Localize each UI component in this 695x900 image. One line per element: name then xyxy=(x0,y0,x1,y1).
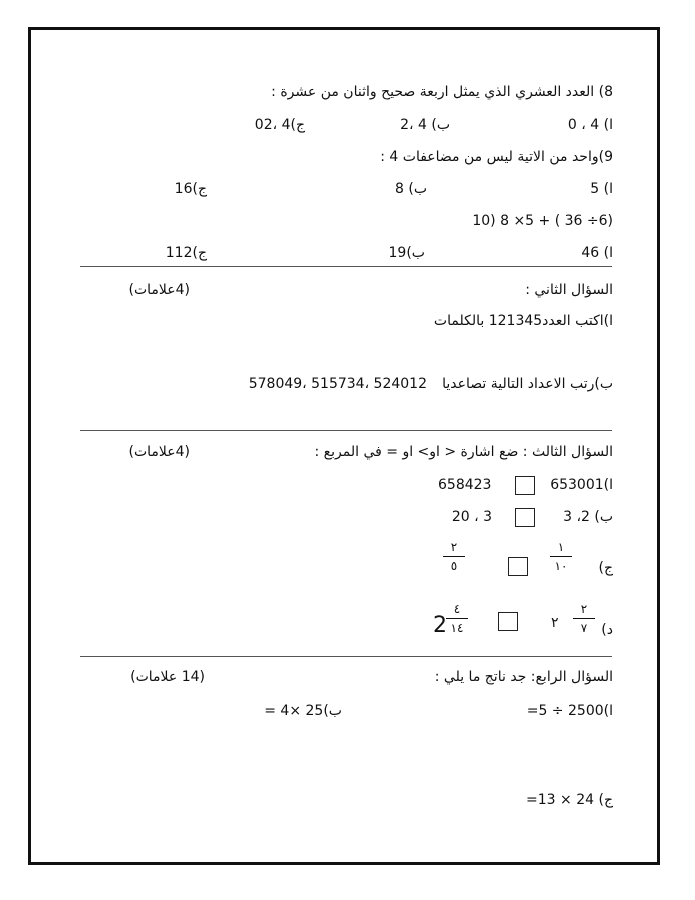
q9-option-a: ا) 5 xyxy=(590,181,613,197)
section-3-part-d-label: د) xyxy=(601,622,613,638)
question-8-text: 8) العدد العشري الذي يمثل اربعة صحيح واثنان من عشرة : xyxy=(271,84,613,100)
q10-option-c: ج)112 xyxy=(165,245,207,261)
comparison-box-c[interactable] xyxy=(508,557,528,576)
fraction-c-left: ١ ١٠ xyxy=(550,540,572,573)
section-2-marks: (4علامات) xyxy=(128,282,190,298)
section-2-title: السؤال الثاني : xyxy=(525,282,613,298)
section-4-part-c: ج) 24 × 13= xyxy=(526,792,613,808)
section-3-part-b-left: ب) 2، 3 xyxy=(563,509,613,525)
question-10-text: 10) 8 ×5 + ( 36 ÷6) xyxy=(472,213,613,229)
q9-option-c: ج)16 xyxy=(174,181,207,197)
fraction-d-left: ٢ ٧ xyxy=(573,602,595,635)
mixed-whole-d-left: ٢ xyxy=(551,615,559,631)
comparison-box-d[interactable] xyxy=(498,612,518,631)
q8-option-a: ا) 4 ، 0 xyxy=(567,117,613,133)
q10-option-b: ب)19 xyxy=(388,245,425,261)
section-4-marks: (14 علامات) xyxy=(130,669,205,685)
section-3-part-a-right: 658423 xyxy=(438,477,492,493)
section-4-title: السؤال الرابع: جد ناتج ما يلي : xyxy=(434,669,613,685)
comparison-box-a[interactable] xyxy=(515,476,535,495)
section-2-part-b-numbers: 578049، 515734، 524012 xyxy=(248,376,427,392)
fraction-c-right: ٢ ٥ xyxy=(443,540,465,573)
divider xyxy=(80,430,612,431)
divider xyxy=(80,656,612,657)
q8-option-b: ب) 4 ،2 xyxy=(400,117,450,133)
q9-option-b: ب) 8 xyxy=(394,181,427,197)
divider xyxy=(80,266,612,267)
section-2-part-b-label: ب)رتب الاعداد التالية تصاعديا xyxy=(442,376,613,392)
section-4-part-a: ا)2500 ÷ 5= xyxy=(526,703,613,719)
section-2-part-a: ا)اكتب العدد121345 بالكلمات xyxy=(433,313,613,329)
q8-option-c: ج)4 ،02 xyxy=(254,117,305,133)
mixed-whole-d-right: 2 xyxy=(433,613,447,638)
section-3-part-c-label: ج) xyxy=(598,560,613,576)
question-9-text: 9)واحد من الاتية ليس من مضاعفات 4 : xyxy=(380,149,613,165)
fraction-d-right: ٤ ١٤ xyxy=(446,602,468,635)
section-3-title: السؤال الثالث : ضع اشارة < او> او = في المربع : xyxy=(314,444,613,460)
section-3-part-b-right: 20 ، 3 xyxy=(451,509,492,525)
section-3-marks: (4علامات) xyxy=(128,444,190,460)
q10-option-a: ا) 46 xyxy=(581,245,613,261)
comparison-box-b[interactable] xyxy=(515,508,535,527)
section-3-part-a-left: ا)653001 xyxy=(550,477,613,493)
section-4-part-b: ب)25 ×4 = xyxy=(264,703,342,719)
